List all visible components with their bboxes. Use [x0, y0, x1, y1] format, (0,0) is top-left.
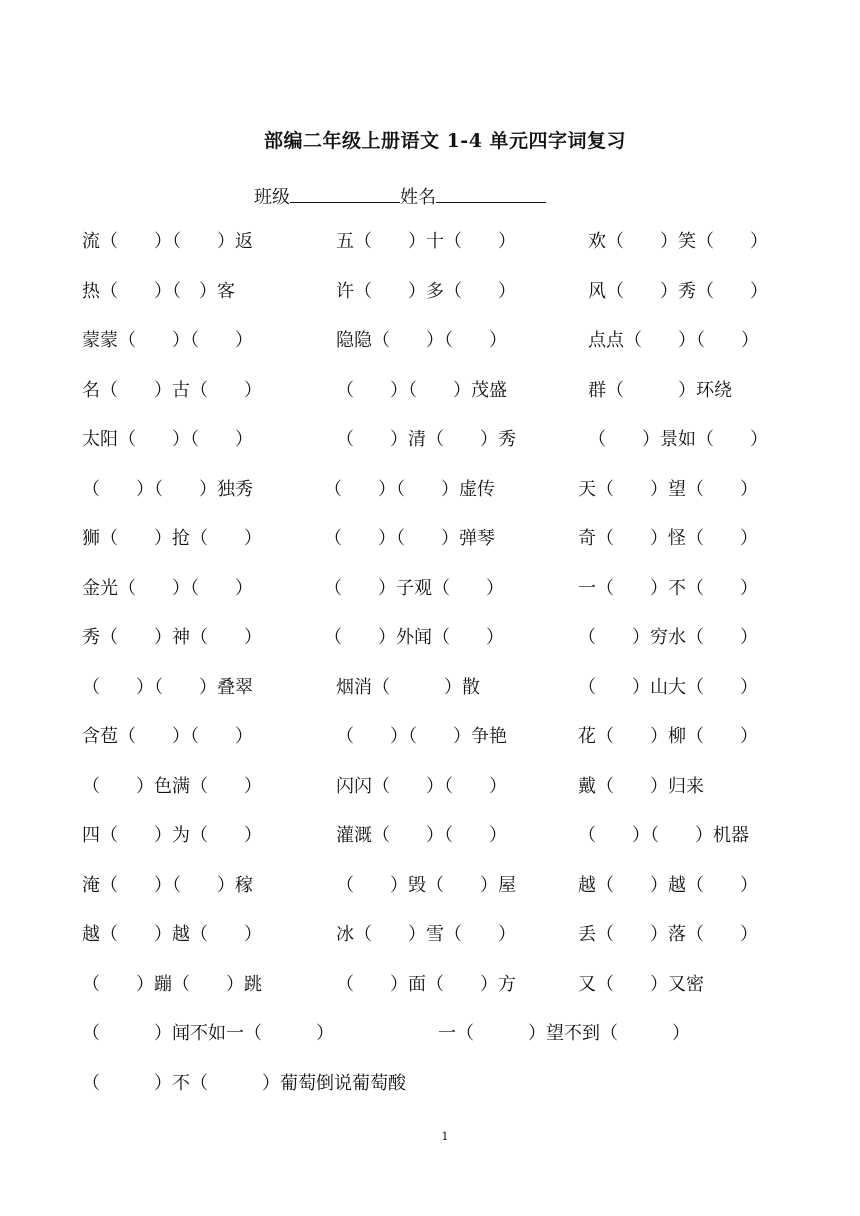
exercise-item[interactable]: （ ）不（ ）葡萄倒说葡萄酸	[82, 1072, 406, 1094]
exercise-item[interactable]: 丢（ ）落（ ）	[578, 924, 758, 945]
exercise-item[interactable]: 天（ ）望（ ）	[578, 478, 758, 500]
exercise-item[interactable]: 闪闪（ ）（ ）	[336, 775, 507, 797]
exercise-row	[82, 921, 802, 971]
exercise-item[interactable]: 欢（ ）笑（ ）	[588, 231, 768, 252]
exercise-row	[82, 723, 802, 773]
exercise-item[interactable]: （ ）（ ）弹琴	[324, 528, 495, 549]
exercise-row	[82, 327, 802, 377]
exercise-item[interactable]: （ ）（ ）独秀	[82, 478, 253, 500]
exercise-item[interactable]: 又（ ）又密	[578, 973, 704, 995]
exercise-row	[82, 525, 802, 575]
exercise-item[interactable]: 秀（ ）神（ ）	[82, 627, 262, 648]
exercise-item[interactable]: （ ）（ ）茂盛	[336, 379, 507, 401]
student-info-line	[254, 183, 546, 209]
exercise-item[interactable]: （ ）山大（ ）	[578, 676, 758, 698]
exercise-item[interactable]: （ ）清（ ）秀	[336, 429, 516, 450]
exercise-item[interactable]: 风（ ）秀（ ）	[588, 280, 768, 302]
exercise-item[interactable]: 流（ ）（ ）返	[82, 231, 253, 252]
exercise-row	[82, 971, 802, 1021]
page-title: 部编二年级上册语文 1-4 单元四字词复习	[263, 130, 627, 152]
exercise-row	[82, 476, 802, 526]
exercise-rows	[82, 228, 802, 1119]
name-blank[interactable]	[436, 188, 546, 203]
exercise-row	[82, 1020, 802, 1070]
exercise-item[interactable]: 点点（ ）（ ）	[588, 330, 759, 351]
exercise-item[interactable]: 群（ ）环绕	[588, 379, 732, 401]
exercise-item[interactable]: （ ）色满（ ）	[82, 775, 262, 797]
exercise-item[interactable]: （ ）毁（ ）屋	[336, 874, 516, 896]
exercise-row	[82, 278, 802, 328]
exercise-row	[82, 426, 802, 476]
exercise-item[interactable]: （ ）（ ）虚传	[324, 478, 495, 500]
exercise-item[interactable]: 蒙蒙（ ）（ ）	[82, 330, 253, 351]
exercise-item[interactable]: 灌溉（ ）（ ）	[336, 825, 507, 846]
exercise-item[interactable]: （ ）面（ ）方	[336, 973, 516, 995]
exercise-item[interactable]: （ ）闻不如一（ ）	[82, 1023, 334, 1044]
exercise-item[interactable]: （ ）外闻（ ）	[324, 627, 504, 648]
exercise-item[interactable]: （ ）子观（ ）	[324, 577, 504, 599]
exercise-item[interactable]: 含苞（ ）（ ）	[82, 726, 253, 747]
exercise-item[interactable]: （ ）（ ）机器	[578, 825, 749, 846]
exercise-item[interactable]: 烟消（ ）散	[336, 676, 480, 698]
exercise-row	[82, 822, 802, 872]
exercise-item[interactable]: 越（ ）越（ ）	[578, 874, 758, 896]
exercise-row	[82, 773, 802, 823]
page-number: 1	[441, 1130, 449, 1143]
exercise-item[interactable]: 隐隐（ ）（ ）	[336, 330, 507, 351]
exercise-item[interactable]: （ ）景如（ ）	[588, 429, 768, 450]
exercise-item[interactable]: （ ）（ ）叠翠	[82, 676, 253, 698]
exercise-item[interactable]: 金光（ ）（ ）	[82, 577, 253, 599]
exercise-row	[82, 872, 802, 922]
exercise-item[interactable]: 越（ ）越（ ）	[82, 924, 262, 945]
exercise-item[interactable]: 热（ ）（ ）客	[82, 280, 235, 302]
exercise-item[interactable]: 五（ ）十（ ）	[336, 231, 516, 252]
exercise-item[interactable]: （ ）蹦（ ）跳	[82, 973, 262, 995]
exercise-item[interactable]: 许（ ）多（ ）	[336, 280, 516, 302]
exercise-row	[82, 1070, 802, 1120]
class-label: 班级	[254, 187, 290, 208]
exercise-row	[82, 228, 802, 278]
exercise-row	[82, 674, 802, 724]
exercise-item[interactable]: 一（ ）不（ ）	[578, 577, 758, 599]
name-label: 姓名	[400, 187, 436, 208]
exercise-item[interactable]: 太阳（ ）（ ）	[82, 429, 253, 450]
exercise-item[interactable]: 狮（ ）抢（ ）	[82, 528, 262, 549]
exercise-item[interactable]: 一（ ）望不到（ ）	[438, 1023, 690, 1044]
exercise-row	[82, 624, 802, 674]
exercise-item[interactable]: 奇（ ）怪（ ）	[578, 528, 758, 549]
exercise-item[interactable]: （ ）穷水（ ）	[578, 627, 758, 648]
exercise-item[interactable]: 冰（ ）雪（ ）	[336, 924, 516, 945]
exercise-item[interactable]: （ ）（ ）争艳	[336, 726, 507, 747]
exercise-item[interactable]: 四（ ）为（ ）	[82, 825, 262, 846]
exercise-item[interactable]: 名（ ）古（ ）	[82, 379, 262, 401]
exercise-row	[82, 377, 802, 427]
exercise-row	[82, 575, 802, 625]
exercise-item[interactable]: 戴（ ）归来	[578, 775, 704, 797]
exercise-item[interactable]: 花（ ）柳（ ）	[578, 726, 758, 747]
class-blank[interactable]	[290, 188, 400, 203]
exercise-item[interactable]: 淹（ ）（ ）稼	[82, 874, 253, 896]
